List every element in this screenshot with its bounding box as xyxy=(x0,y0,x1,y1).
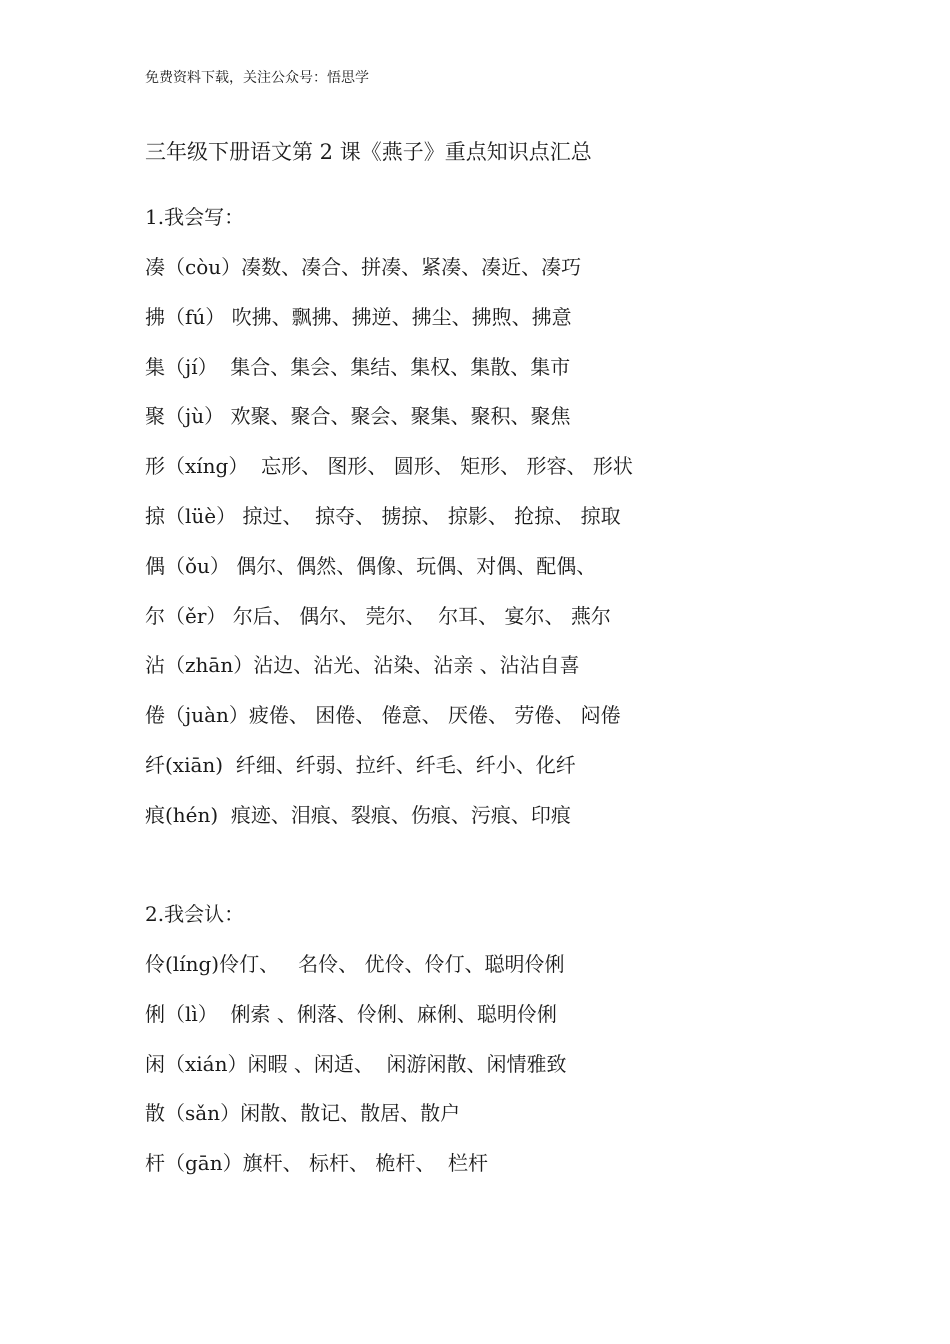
word-entry: 凑（còu）凑数、凑合、拼凑、紧凑、凑近、凑巧 xyxy=(145,255,582,279)
word-entry: 俐（lì） 俐索 、俐落、伶俐、麻俐、聪明伶俐 xyxy=(145,1002,557,1026)
section-heading-write: 1.我会写： xyxy=(145,205,245,229)
word-entry: 痕(hén) 痕迹、泪痕、裂痕、伤痕、污痕、印痕 xyxy=(145,803,571,827)
word-entry: 形（xíng） 忘形、 图形、 圆形、 矩形、 形容、 形状 xyxy=(145,454,633,478)
word-entry: 倦（juàn）疲倦、 困倦、 倦意、 厌倦、 劳倦、 闷倦 xyxy=(145,703,621,727)
word-entry: 散（sǎn）闲散、散记、散居、散户 xyxy=(145,1101,461,1125)
word-entry: 拂（fú） 吹拂、飘拂、拂逆、拂尘、拂煦、拂意 xyxy=(145,305,572,329)
section-heading-recognize: 2.我会认： xyxy=(145,902,245,926)
word-entry: 沾（zhān）沾边、沾光、沾染、沾亲 、沾沾自喜 xyxy=(145,653,580,677)
word-entry: 尔（ěr） 尔后、 偶尔、 莞尔、 尔耳、 宴尔、 燕尔 xyxy=(145,604,611,628)
word-entry: 掠（lüè） 掠过、 掠夺、 掳掠、 掠影、 抢掠、 掠取 xyxy=(145,504,621,528)
word-entry: 聚（jù） 欢聚、聚合、聚会、聚集、聚积、聚焦 xyxy=(145,404,571,428)
word-entry: 纤(xiān) 纤细、纤弱、拉纤、纤毛、纤小、化纤 xyxy=(145,753,576,777)
header-note: 免费资料下载，关注公众号：悟思学 xyxy=(145,70,369,86)
page-title: 三年级下册语文第 2 课《燕子》重点知识点汇总 xyxy=(145,140,592,164)
word-entry: 集（jí） 集合、集会、集结、集权、集散、集市 xyxy=(145,355,571,379)
word-entry: 闲（xián）闲暇 、闲适、 闲游闲散、闲情雅致 xyxy=(145,1052,567,1076)
word-entry: 偶（ǒu） 偶尔、偶然、偶像、玩偶、对偶、配偶、 xyxy=(145,554,597,578)
word-entry: 伶(líng)伶仃、 名伶、 优伶、伶仃、聪明伶俐 xyxy=(145,952,565,976)
word-entry: 杆（gān）旗杆、 标杆、 桅杆、 栏杆 xyxy=(145,1151,489,1175)
